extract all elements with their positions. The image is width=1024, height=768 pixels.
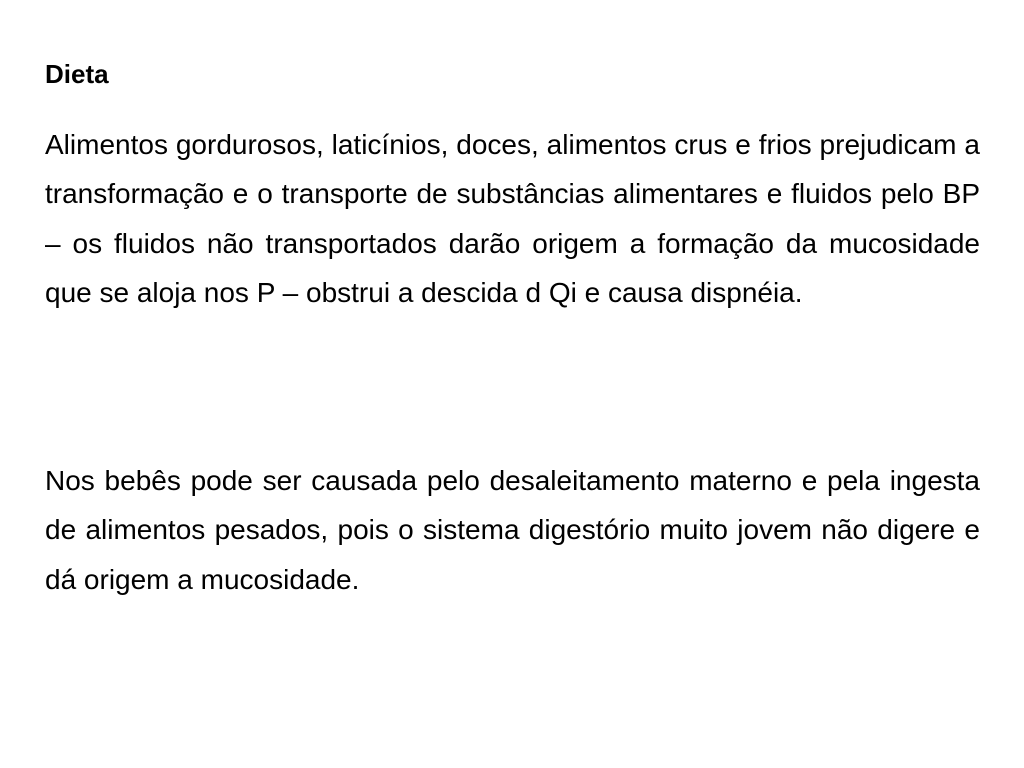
slide-title: Dieta <box>45 59 109 89</box>
paragraph-babies: Nos bebês pode ser causada pelo desaleitamento materno e pela ingesta de alimentos pesados, pois o sistema digestório muito jovem não digere e dá origem a mucosidade. <box>45 465 980 595</box>
paragraph-diet-effects: Alimentos gordurosos, laticínios, doces, alimentos crus e frios prejudicam a transformação e o transporte de substâncias alimentares e fluidos pelo BP – os fluidos não transportados darão origem a formação da mucosidade que se aloja nos P – obstrui a descida d Qi e causa dispnéia. <box>45 129 980 309</box>
slide-content <box>45 56 980 595</box>
